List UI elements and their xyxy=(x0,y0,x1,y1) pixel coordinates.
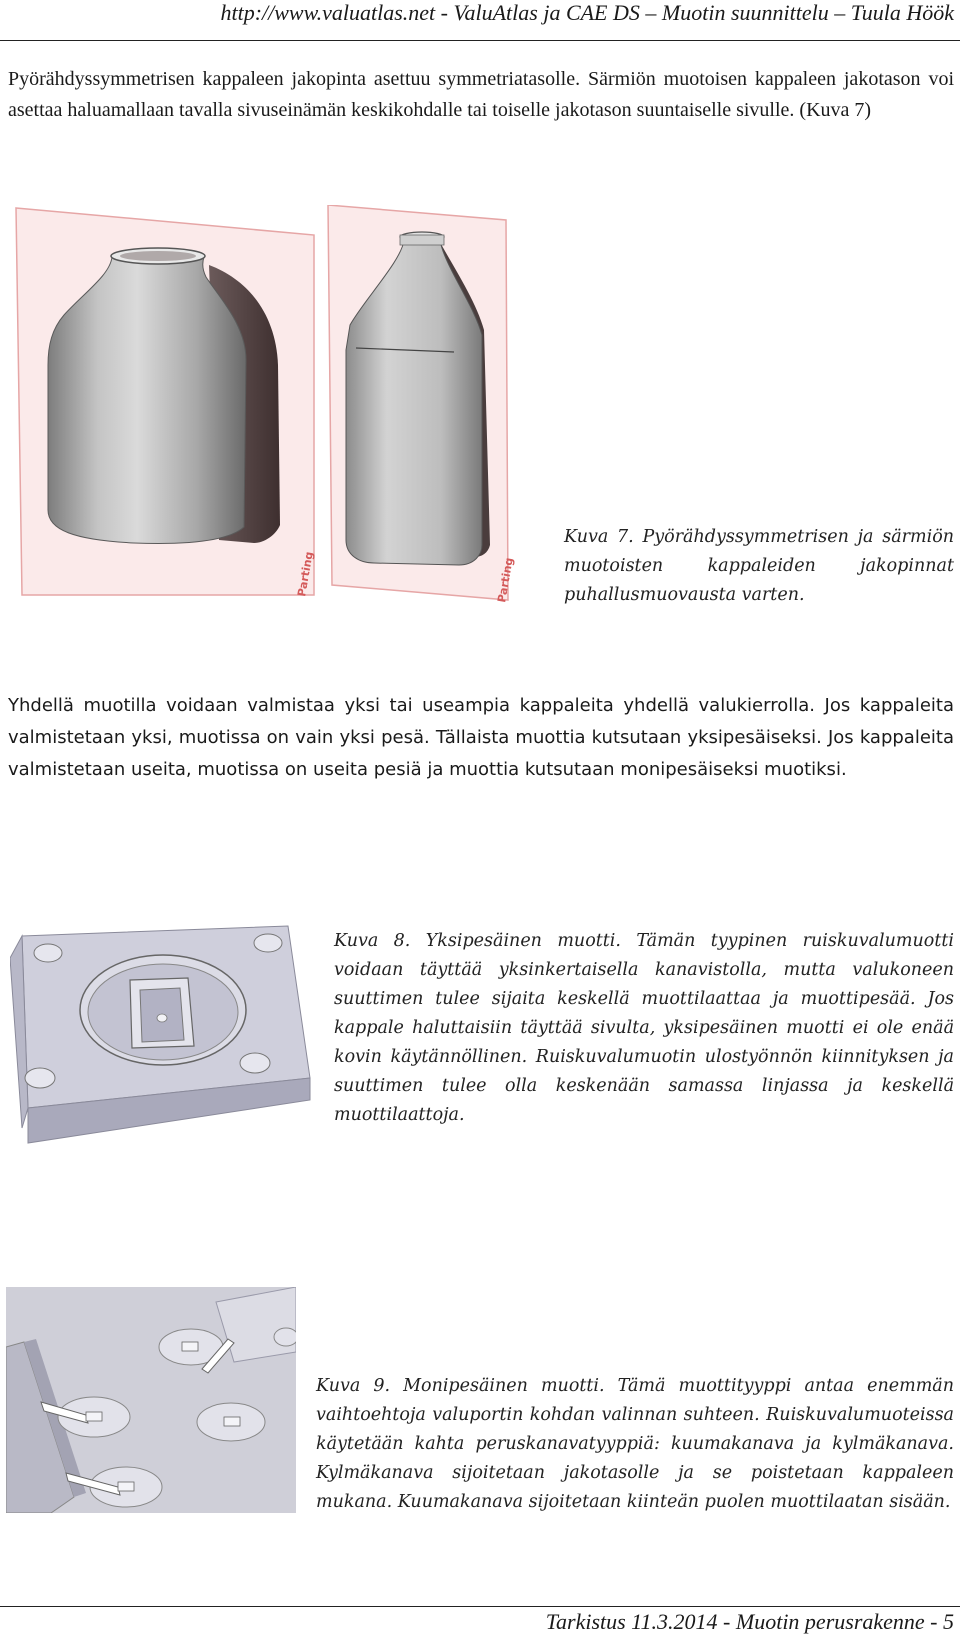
figure-8-caption: Kuva 8. Yksipesäinen muotti. Tämän tyypinen ruiskuvalumuotti voidaan täyttää yksinkertaisella kanavistolla, mutta valukoneen suuttimen tulee sijaita keskellä muottilaattaa ja muottipesää. Jos kappale haluttaisiin täyttää sivulta, yksipesäinen muotti ei ole enää kovin käytännöllinen. Ruiskuvalumuotin ulostyönnön kiinnityksen ja suuttimen tulee olla keskenään samassa linjassa ja keskellä muottilaattoja. xyxy=(334,931,954,1125)
figure-9-caption: Kuva 9. Monipesäinen muotti. Tämä muottityyppi antaa enemmän vaihtoehtoja valuportin kohdan valinnan suhteen. Ruiskuvalumuoteissa käytetään kahta peruskanavatyyppiä: kuumakanava ja kylmäkanava. Kylmäkanava sijoitetaan jakotasolle ja se poistetaan kappaleen mukana. Kuumakanava sijoitetaan kiinteän puolen muottilaatan sisään. xyxy=(316,1376,954,1512)
paragraph-1: Pyörähdyssymmetrisen kappaleen jakopinta asettuu symmetriatasolle. Särmiön muotoisen kappaleen jakotason voi asettaa haluamallaan tavalla sivuseinämän keskikohdalle tai toiselle jakotason suuntaiselle sivulle. (Kuva 7) xyxy=(8,68,954,121)
paragraph-2: Yhdellä muotilla voidaan valmistaa yksi tai useampia kappaleita yhdellä valukierrolla. Jos kappaleita valmistetaan yksi, muotissa on vain yksi pesä. Tällaista muottia kutsutaan yksipesäiseksi. Jos kappaleita valmistetaan useita, muotissa on useita pesiä ja muottia kutsutaan monipesäiseksi muotiksi. xyxy=(8,695,954,780)
header-text: http://www.valuatlas.net - ValuAtlas ja CAE DS – Muotin suunnittelu – Tuula Höök xyxy=(220,0,954,25)
footer-text: Tarkistus 11.3.2014 - Muotin perusrakenne - 5 xyxy=(545,1609,954,1634)
parting-label-right: Parting xyxy=(495,556,516,604)
figure-9-multi-cavity-mold xyxy=(6,1287,296,1513)
figure-7-caption: Kuva 7. Pyörähdyssymmetrisen ja särmiön muotoisten kappaleiden jakopinnat puhallusmuovausta varten. xyxy=(564,527,954,605)
figure-7-bottles xyxy=(14,205,534,635)
parting-label-left: Parting xyxy=(295,550,316,598)
page-footer xyxy=(0,1606,960,1641)
figure-8-single-cavity-mold xyxy=(10,918,320,1148)
page-header xyxy=(0,0,960,41)
